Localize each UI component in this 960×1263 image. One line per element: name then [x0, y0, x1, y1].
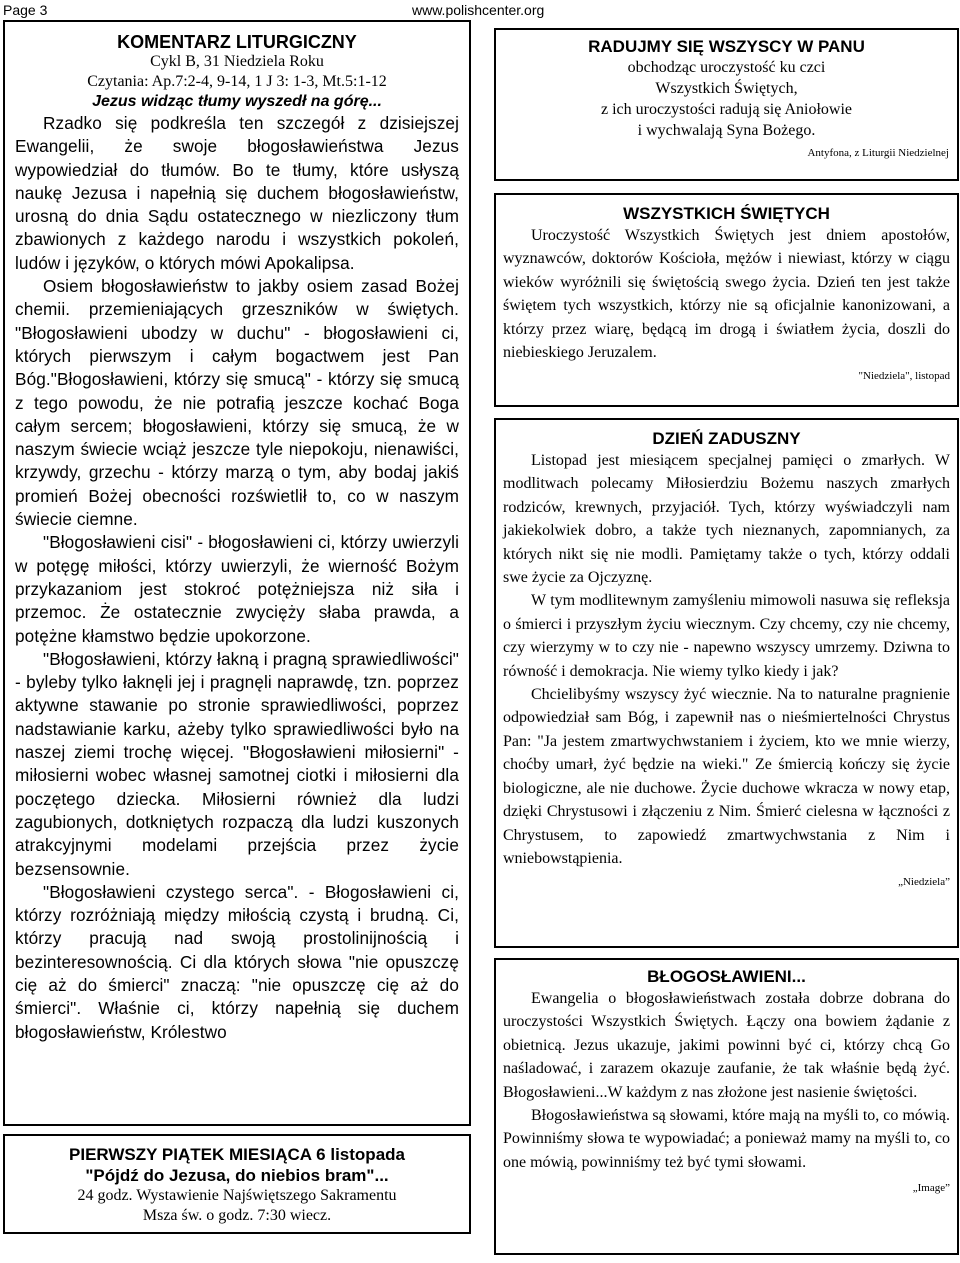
antiphon-source: Antyfona, z Liturgii Niedzielnej [807, 147, 949, 159]
commentary-paragraph: "Błogosławieni, którzy łakną i pragną sprawiedliwości" - byleby tylko łaknęli jej i pragnęli naprawdę, tzn. poprzez aktywne stawanie po stronie sprawiedliwości, poprzez nadstawianie karku, ażeby tylko sprawiedliwości było na naszej ziemi trochę więcej. "Błogosławieni miłosierni" - miłosierni wobec własnej samotnej ciotki i miłosierni dla poczętego dziecka. Miłosierni również dla ludzi zagubionych, dotkniętych rozpaczą dla ludzi kuszonych atrakcyjnymi modelami przejścia przez życie bezsensownie. [15, 648, 459, 879]
all-souls-paragraph: W tym modlitewnym zamyśleniu mimowoli nasuwa się refleksja o śmierci i przyszłym życiu wiecznym. Czy chcemy, czy nie chcemy, czy wierzymy w to czy nie - napewno wszyscy umrzemy. Dziwna to równość i demokracja. Nie wiemy tylko kiedy i jak? [503, 592, 950, 680]
commentary-paragraph: "Błogosławieni czystego serca". - Błogosławieni ci, którzy rozróżniają między miłością czystą i brudną. Ci, którzy pracują nad swoją prostolinijnością i bezinteresownością. Ci dla których słowa "nie opuszczę cię aż do śmierci" znaczą: "nie opuszczę cię aż do śmierci". Właśnie ci, którzy napełnią się duchem błogosławieństw, Królestwo [15, 881, 459, 1042]
first-friday-quote: "Pójdź do Jezusa, do niebios bram"... [85, 1166, 389, 1185]
first-friday-box [3, 1134, 471, 1234]
all-saints-title: WSZYSTKICH ŚWIĘTYCH [623, 204, 830, 223]
mass-time: Msza św. o godz. 7:30 wiecz. [142, 1207, 332, 1224]
antiphon-title: RADUJMY SIĘ WSZYSCY W PANU [588, 37, 865, 56]
page-label: Page 3 [3, 2, 48, 18]
commentary-title: KOMENTARZ LITURGICZNY [117, 32, 357, 52]
commentary-paragraph: Osiem błogosławieństw to jakby osiem zasad Bożej chemii. przemieniających grzeszników w świętych. "Błogosławieni ubodzy w duchu" - błogosławieni ci, których pierwszym i całym bogactwem jest Pan Bóg."Błogosławieni, którzy się smucą" - którzy się smucą z tego powodu, że nie potrafią jeszcze kochać Boga całym sercem; błogosławieni, którzy się smucą, że w naszym świecie wciąż jeszcze tyle niepokoju, nienawiści, krzywdy, grzechu - którzy marzą o tym, aby bodaj jakiś promień Bożej obecności rozświetlił to, co w naszym świecie ciemne. [15, 276, 459, 530]
commentary-readings: Czytania: Ap.7:2-4, 9-14, 1 J 3: 1-3, Mt.5:1-12 [87, 73, 387, 90]
all-souls-title: DZIEŃ ZADUSZNY [652, 429, 801, 448]
beatitudes-box [494, 958, 959, 1255]
antiphon-line: z ich uroczystości radują się Aniołowie [600, 101, 853, 118]
all-saints-text: Uroczystość Wszystkich Świętych jest dniem apostołów, wyznawców, doktorów Kościoła, mężów i niewiast, którzy w ciągu wieków wyróżnili się świętością swego życia. Dzień ten jest także świętem tych wszystkich, którzy nie są oficjalnie kanonizowani, a którzy przez wiarę, będącą im drogą i światłem życia, doszli do niebieskiego Jeruzalem. [503, 227, 950, 362]
all-saints-box [494, 193, 959, 407]
antiphon-line: i wychwalają Syna Bożego. [637, 122, 816, 139]
website-url: www.polishcenter.org [412, 2, 545, 18]
commentary-cycle: Cykl B, 31 Niedziela Roku [150, 53, 324, 70]
beatitudes-source: „Image” [912, 1182, 950, 1195]
antiphon-line: Wszystkich Świętych, [655, 80, 798, 97]
liturgical-commentary-box [3, 20, 471, 1126]
all-souls-source: „Niedziela” [898, 876, 950, 889]
all-souls-box [494, 418, 959, 948]
all-souls-paragraph: Listopad jest miesiącem specjalnej pamięci o zmarłych. W modlitwach polecamy Miłosierdziu Bożemu naszych zmarłych rodziców, krewnych, przyjaciół. Tych, którzy wyświadczyli nam jakiekolwiek dobro, a także tych nieznanych, zapomnianych, za których nikt się nie modli. Pamiętamy także o tych, którzy oddali swe życie za Ojczyznę. [503, 452, 950, 587]
commentary-lead: Jezus widząc tłumy wyszedł na górę... [92, 93, 382, 110]
beatitudes-paragraph: Błogosławieństwa są słowami, które mają na myśli to, co mówią. Powinniśmy słowa te wypowiadać; a ponieważ mamy na myśli to, co one mówią, powinniśmy też być tymi słowami. [503, 1107, 950, 1171]
beatitudes-title: BŁOGOSŁAWIENI... [647, 967, 806, 986]
commentary-paragraph: "Błogosławieni cisi" - błogosławieni ci, którzy uwierzyli w potęgę miłości, którzy uwierzyli, że wierność Bożym przykazaniom jest stokroć potężniejsza niż siła i przemoc. Że ostatecznie zwycięży słaba prawda, a potężne kłamstwo będzie upokorzone. [15, 532, 459, 646]
first-friday-heading: PIERWSZY PIĄTEK MIESIĄCA 6 listopada [69, 1145, 405, 1164]
antiphon-line: obchodząc uroczystość ku czci [627, 59, 826, 76]
commentary-paragraph: Rzadko się podkreśla ten szczegół z dzisiejszej Ewangelii, że swoje błogosławieństwa Jezus wypowiedział do tłumów. Bo te tłumy, które usłyszą naukę Jezusa i napełnią się duchem błogosławieństw, urosną do dnia Sądu ostatecznego w niezliczony tłum zbawionych z każdego narodu i wszystkich pokoleń, ludów i języków, o których mówi Apokalipsa. [15, 113, 459, 273]
adoration-info: 24 godz. Wystawienie Najświętszego Sakramentu [77, 1187, 397, 1204]
antiphon-box [494, 28, 959, 181]
all-saints-source: "Niedziela", listopad [858, 370, 950, 383]
all-souls-paragraph: Chcielibyśmy wszyscy żyć wiecznie. Na to naturalne pragnienie odpowiedział sam Bóg, i zapewnił nas o nieśmiertelności Chrystus Pan: "Ja jestem zmartwychwstaniem i życiem, kto we mnie wierzy, choćby umarł, żyć będzie na wieki." Ze śmiercią kończy się życie biologiczne, ale nie duchowe. Życie duchowe wkracza w nowy etap, dzięki Chrystusowi i złączeniu z Nim. Śmierć cielesna w łączności z Chrystusem, to zapowiedź zmartwychwstania z Nim i wniebowstąpienia. [503, 686, 950, 867]
beatitudes-paragraph: Ewangelia o błogosławieństwach została dobrze dobrana do uroczystości Wszystkich Świętych. Łączy ona bowiem żądanie z obietnicą. Jezus ukazuje, jakimi powinni być ci, którzy chcą Go naśladować, i zarazem okazuje zaufanie, że tak właśnie będą żyć. Błogosławieni...W każdym z nas złożone jest nasienie świętości. [503, 990, 950, 1101]
